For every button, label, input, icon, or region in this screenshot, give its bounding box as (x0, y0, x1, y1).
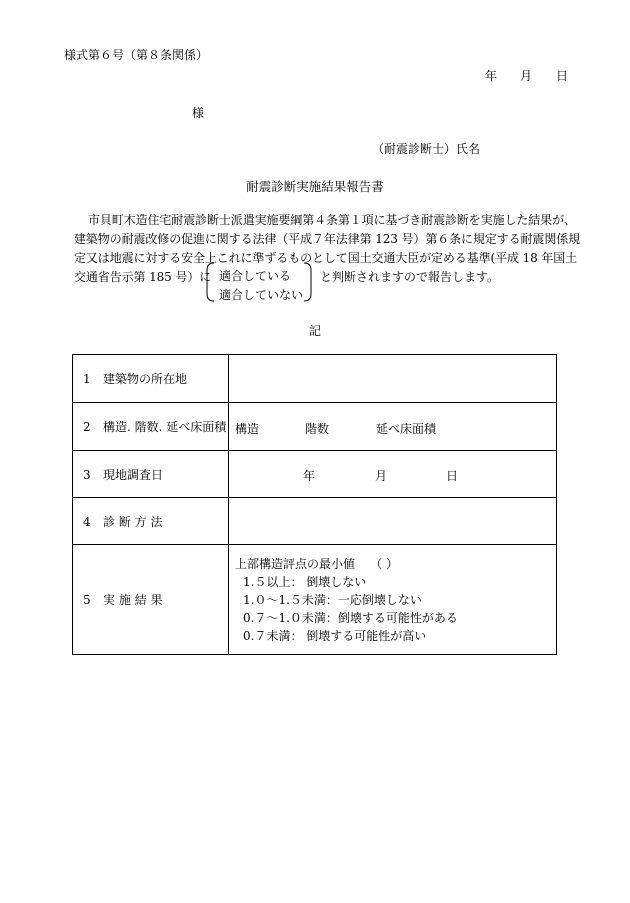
survey-year-label: 年 (303, 469, 316, 483)
row-label-cell (73, 451, 229, 498)
row-number: 4 (83, 514, 91, 529)
sender-name-label: （耐震診断士）氏名 (372, 142, 481, 156)
row-label: 実 施 結 果 (103, 593, 163, 607)
structure-value-cell (229, 403, 557, 451)
survey-date-value-cell (229, 451, 557, 498)
row-number: 1 (83, 372, 91, 386)
report-items-table (72, 354, 557, 655)
row-label: 構造. 階数. 延べ床面積 (103, 420, 227, 434)
body-tail: と判断されますので報告します。 (320, 270, 500, 284)
date-month-label: 月 (520, 69, 533, 83)
eval-title-line (235, 555, 556, 573)
row-label: 現地調査日 (103, 467, 164, 482)
eval-title: 上部構造評点の最小値 (235, 556, 356, 571)
survey-day-label: 日 (446, 469, 459, 483)
floors-label: 階数 (305, 421, 330, 436)
body-line-4: 交通省告示第 185 号）に (74, 270, 212, 284)
row-label: 建築物の所在地 (103, 372, 188, 386)
row-number: 3 (83, 467, 91, 482)
table-row (73, 498, 557, 545)
eval-criterion: 0.７～1.０未満：倒壊する可能性がある (243, 610, 458, 625)
eval-paren: （ ） (370, 556, 399, 571)
ki-heading: 記 (308, 324, 321, 338)
structure-label: 構造 (235, 421, 260, 436)
body-line-3: 定又は地震に対する安全上これに準ずるものとして国土交通大臣が定める基準(平成 18 年国土 (74, 251, 578, 265)
eval-criterion: 0.７未満： 倒壊する可能性が高い (243, 628, 427, 643)
addressee-suffix: 様 (192, 106, 205, 120)
table-row (73, 355, 557, 403)
floor-area-label: 延べ床面積 (376, 421, 437, 436)
form-number: 様式第６号（第８条関係） (64, 48, 209, 62)
body-line-1: 市貝町木造住宅耐震診断士派遣実施要綱第４条第１項に基づき耐震診断を実施した結果が、 (88, 213, 576, 227)
body-line-2: 建築物の耐震改修の促進に関する法律（平成７年法律第 123 号）第６条に規定する耐震関係規 (74, 232, 581, 246)
location-value-cell (229, 355, 557, 403)
eval-criterion: 1.５以上： 倒壊しない (243, 574, 367, 589)
row-number: 2 (83, 420, 91, 434)
table-row (73, 451, 557, 498)
row-label-cell (73, 355, 229, 403)
row-label: 診 断 方 法 (103, 514, 163, 529)
row-label-cell (73, 403, 229, 451)
eval-criterion: 1.０～1.５未満：一応倒壊しない (243, 592, 422, 607)
row-number: 5 (83, 593, 91, 607)
table-row (73, 545, 557, 655)
table-row (73, 403, 557, 451)
option-conforming: 適合している (219, 269, 292, 283)
option-nonconforming: 適合していない (219, 288, 304, 302)
row-label-cell (73, 498, 229, 545)
document-title: 耐震診断実施結果報告書 (246, 179, 384, 194)
result-value-cell (229, 545, 557, 655)
row-label-cell (73, 545, 229, 655)
survey-month-label: 月 (375, 469, 388, 483)
date-year-label: 年 (485, 69, 498, 83)
method-value-cell (229, 498, 557, 545)
date-day-label: 日 (556, 69, 569, 83)
